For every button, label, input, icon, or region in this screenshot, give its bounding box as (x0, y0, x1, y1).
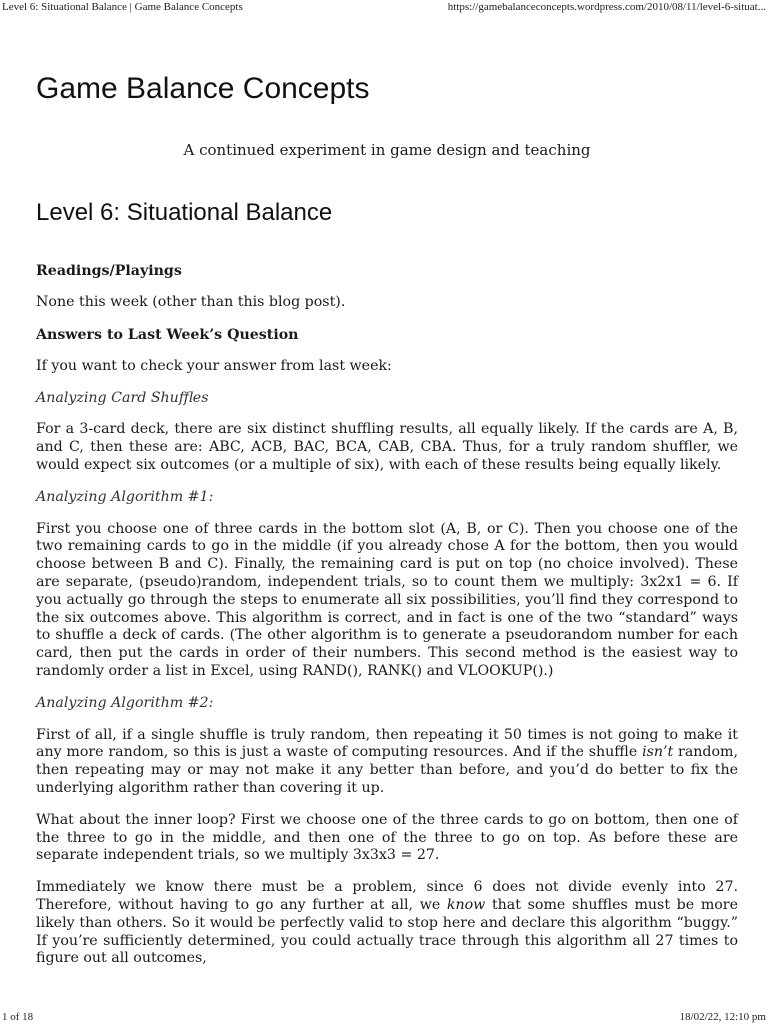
print-footer (0, 1010, 768, 1024)
heading-answers: Answers to Last Week’s Question (36, 326, 299, 343)
text-segment: random, then repeating may or may not make it any better than before, and you’d do better to fix the underlying algorithm rather than covering it up. (36, 744, 738, 796)
paragraph-immediately (36, 879, 738, 968)
site-title[interactable]: Game Balance Concepts (36, 72, 370, 105)
print-url[interactable]: https://gamebalanceconcepts.wordpress.com/2010/08/11/level-6-situat... (447, 1, 766, 13)
paragraph-check: If you want to check your answer from last week: (36, 357, 392, 374)
print-page-number: 1 of 18 (2, 1011, 34, 1023)
print-page-title: Level 6: Situational Balance | Game Balance Concepts (2, 1, 243, 13)
emphasis-text: isn’t (642, 744, 674, 761)
print-timestamp: 18/02/22, 12:10 pm (679, 1011, 766, 1023)
post-title: Level 6: Situational Balance (36, 199, 333, 226)
subheading-shuffles: Analyzing Card Shuffles (36, 389, 209, 406)
print-header (0, 0, 768, 14)
text-segment: First of all, if a single shuffle is truly random, then repeating it 50 times is not going to make it any more random, so this is just a waste of computing resources. And if the shuffle (36, 726, 738, 761)
paragraph-algorithm-1: First you choose one of three cards in the bottom slot (A, B, or C). Then you choose one of the two remaining cards to go in the middle (if you already chose A for the bottom, then you would choose between B and C). Finally, the remaining card is put on top (no choice involved). These are separate, (pseudo)random, independent trials, so to count them we multiply: 3x2x1 = 6. If you actually go through the steps to enumerate all six possibilities, you’ll find they correspond to the six outcomes above. This algorithm is correct, and in fact is one of the two “standard” ways to shuffle a deck of cards. (The other algorithm is to generate a pseudorandom number for each card, then put the cards in order of their numbers. This second method is the easiest way to randomly order a list in Excel, using RAND(), RANK() and VLOOKUP().) (36, 520, 738, 679)
paragraph-deck: For a 3-card deck, there are six distinct shuffling results, all equally likely. If the cards are A, B, and C, then these are: ABC, ACB, BAC, BCA, CAB, CBA. Thus, for a truly random shuffler, we would expect six outcomes (or a multiple of six), with each of these results being equally likely. (36, 421, 738, 473)
emphasis-text: know (446, 896, 486, 913)
paragraph-inner-loop: What about the inner loop? First we choose one of the three cards to go on bottom, then one of the three to go in the middle, and then one of the three to go on top. As before these are separate independent trials, so we multiply 3x3x3 = 27. (36, 811, 738, 864)
post-body (36, 262, 738, 968)
subheading-algorithm-1: Analyzing Algorithm #1: (36, 488, 214, 505)
paragraph-none: None this week (other than this blog post). (36, 294, 346, 310)
paragraph-algorithm-2 (36, 727, 738, 798)
subheading-algorithm-2: Analyzing Algorithm #2: (36, 694, 214, 711)
text-segment: Immediately we know there must be a problem, since 6 does not divide evenly into 27. Therefore, without having to go any further at all, we (36, 879, 738, 913)
heading-readings: Readings/Playings (36, 263, 182, 279)
site-tagline: A continued experiment in game design and teaching (183, 141, 591, 159)
text-segment: that some shuffles must be more likely than others. So it would be perfectly valid to stop here and declare this algorithm “buggy.” If you’re sufficiently determined, you could actually trace through this algorithm all 27 times to figure out all outcomes, (36, 896, 738, 967)
page-content (36, 70, 738, 982)
